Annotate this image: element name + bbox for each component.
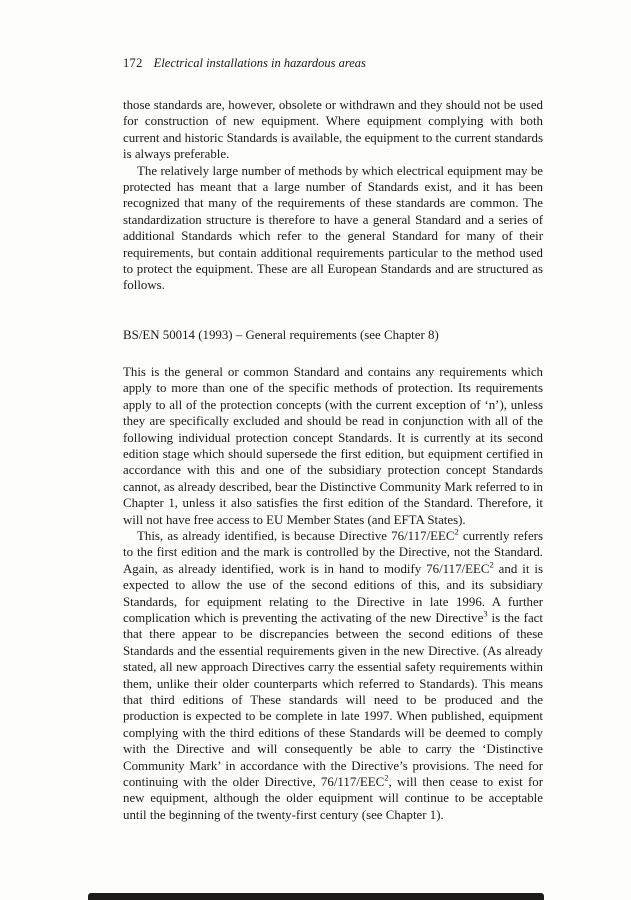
running-head — [123, 56, 543, 71]
text-run: is the fact that there appear to be discrepancies between the second editions of these Standards and the essential requirements given in the new Directive. (As already stated, all new approach Directives carry the essential safety requirements within them, unlike their older counterparts which referred to Standards). This means that third editions of These standards will need to be produced and the production is expected to be complete in late 1997. When published, equipment complying with the third editions of these Standards will be deemed to comply with the Directive and will consequently be able to carry the ‘Distinctive Community Mark’ in accordance with the Directive’s provisions. The need for continuing with the older Directive, 76/117/EEC — [123, 610, 543, 790]
paragraph — [123, 528, 543, 823]
text-run: This, as already identified, is because Directive 76/117/EEC — [137, 528, 455, 543]
page-content — [123, 56, 543, 823]
footnote-reference: 2 — [454, 526, 459, 537]
body-text — [123, 97, 543, 823]
paragraph: The relatively large number of methods by which electrical equipment may be protected has meant that a large number of Standards exist, and it has been recognized that many of the requirements of these standards are common. The standardization structure is therefore to have a general Standard and a series of additional Standards which refer to the general Standard for many of their requirements, but contain additional requirements particular to the method used to protect the equipment. These are all European Standards and are structured as follows. — [123, 163, 543, 293]
paragraph: This is the general or common Standard and contains any requirements which apply to more than one of the specific methods of protection. Its requirements apply to all of the protection concepts (with the current exception of ‘n’), unless they are specifically excluded and should be read in conjunction with all of the following individual protection concept Standards. It is currently at its second edition stage which should supersede the first edition, but equipment certified in accordance with this and one of the subsidiary protection concept Standards cannot, as already described, bear the Distinctive Community Mark referred to in Chapter 1, unless it also satisfies the first edition of the Standard. Therefore, it will not have free access to EU Member States (and EFTA States). — [123, 364, 543, 527]
section-heading: BS/EN 50014 (1993) – General requirements (see Chapter 8) — [123, 327, 439, 342]
scan-edge-artifact — [88, 893, 544, 900]
page-number: 172 — [123, 56, 143, 70]
footnote-reference: 3 — [483, 608, 488, 619]
running-title: Electrical installations in hazardous areas — [153, 56, 366, 70]
paragraph-continuation: those standards are, however, obsolete or withdrawn and they should not be used for construction of new equipment. Where equipment complying with both current and historic Standards is available, the equipment to the current standards is always preferable. — [123, 98, 543, 162]
text-run: , will then cease to exist for new equipment, although the older equipment will continue to be acceptable until the beginning of the twenty-first century (see Chapter 1). — [123, 775, 543, 822]
footnote-reference: 2 — [384, 772, 389, 783]
text-run: currently refers to the first edition and the mark is controlled by the Directive, not the Standard. Again, as already identified, work is in hand to modify 76/117/EEC — [123, 528, 543, 576]
footnote-reference: 2 — [489, 559, 494, 570]
text-run: and it is expected to allow the use of the second editions of this, and its subsidiary Standards, for equipment relating to the Directive in late 1996. A further complication which is preventing the activating of the new Directive — [123, 561, 543, 625]
